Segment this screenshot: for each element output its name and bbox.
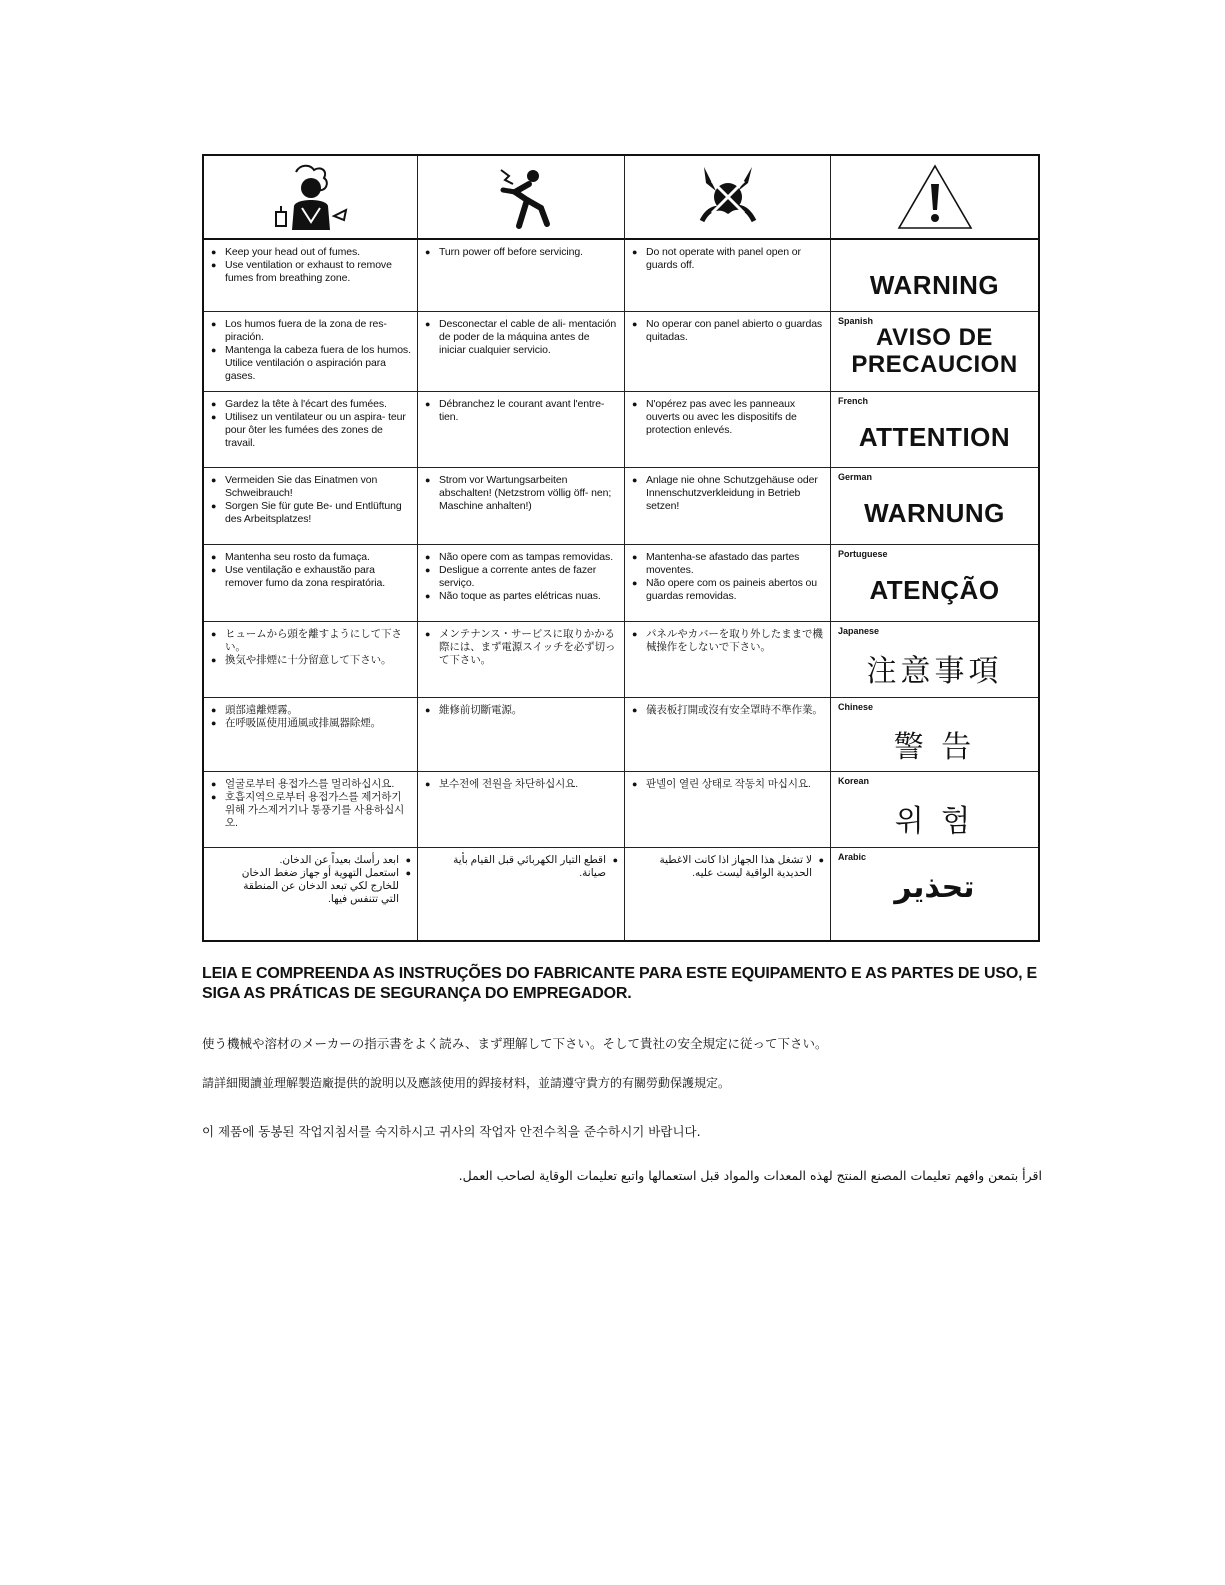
footer-chinese: 請詳細閱讀並理解製造廠提供的說明以及應該使用的銲接材料，並請遵守貴方的有關勞動保護規定。 xyxy=(202,1076,731,1090)
language-warning-cell xyxy=(831,312,1038,392)
instruction-item: ● Mantenha-se afastado das partes moventes. xyxy=(632,551,824,577)
fumes-instructions-cell xyxy=(204,392,418,468)
language-label: French xyxy=(838,396,869,406)
moving-instructions-list xyxy=(632,246,824,272)
moving-instructions-cell xyxy=(625,468,831,545)
moving-parts-icon xyxy=(688,161,768,233)
shock-instructions-cell xyxy=(418,392,625,468)
instruction-item: ● 頭部遠離煙霧。 xyxy=(211,704,411,717)
instruction-item: ● メンテナンス・サービスに取りかかる際には、まず電源スイッチを必ず切って下さい。 xyxy=(425,628,618,667)
shock-instructions-cell xyxy=(418,622,625,698)
instruction-item: ● Turn power off before servicing. xyxy=(425,246,618,259)
shock-instructions-cell xyxy=(418,468,625,545)
fumes-instructions-cell xyxy=(204,698,418,772)
instruction-item: ● Sorgen Sie für gute Be- und Entlüftung des Arbeitsplatzes! xyxy=(211,500,411,526)
instruction-item: ● لا تشغل هذا الجهاز اذا كانت الاغطية الحديدية الواقية ليست عليه. xyxy=(632,854,824,880)
moving-instructions-cell xyxy=(625,545,831,622)
instruction-item: ● اقطع التيار الكهربائي قبل القيام بأية صيانة. xyxy=(425,854,618,880)
instruction-item: ● パネルやカバーを取り外したままで機械操作をしないで下さい。 xyxy=(632,628,824,654)
language-warning-cell xyxy=(831,545,1038,622)
footer-japanese: 使う機械や溶材のメーカーの指示書をよく読み、まず理解して下さい。そして貴社の安全規定に従って下さい。 xyxy=(202,1036,828,1051)
fumes-instructions-list xyxy=(211,398,411,450)
moving-instructions-list xyxy=(632,854,824,880)
language-label: Chinese xyxy=(838,702,874,712)
language-label: Korean xyxy=(838,776,870,786)
fumes-icon-cell xyxy=(204,156,418,240)
instruction-item: ● Não opere com as tampas removidas. xyxy=(425,551,618,564)
instruction-item: ● Anlage nie ohne Schutzgehäuse oder Innenschutzverkleidung in Betrieb setzen! xyxy=(632,474,824,513)
shock-instructions-cell xyxy=(418,545,625,622)
footer-korean: 이 제품에 동봉된 작업지침서를 숙지하시고 귀사의 작업자 안전수칙을 준수하시기 바랍니다. xyxy=(202,1124,701,1139)
moving-instructions-list xyxy=(632,628,824,654)
electric-shock-icon xyxy=(481,162,561,232)
shock-instructions-cell xyxy=(418,848,625,940)
warning-title: تحذير xyxy=(894,870,975,905)
footer-portuguese: LEIA E COMPREENDA AS INSTRUÇÕES DO FABRICANTE PARA ESTE EQUIPAMENTO E AS PARTES DE USO, E SIGA AS PRÁTICAS DE SEGURANÇA DO EMPREGADOR. xyxy=(202,965,1038,1002)
multilingual-warning-table xyxy=(202,154,1040,942)
moving-instructions-cell xyxy=(625,772,831,848)
warning-title: ATTENTION xyxy=(858,422,1011,452)
moving-instructions-cell xyxy=(625,848,831,940)
language-label: Portuguese xyxy=(838,549,888,559)
fumes-instructions-list xyxy=(211,854,411,906)
shock-instructions-cell xyxy=(418,698,625,772)
moving-parts-icon-cell xyxy=(625,156,831,240)
instruction-item: ● Strom vor Wartungsarbeiten abschalten! (Netzstrom völlig öff- nen; Maschine anhalten!) xyxy=(425,474,618,513)
fumes-instructions-list xyxy=(211,551,411,590)
language-warning-cell xyxy=(831,772,1038,848)
fumes-instructions-list xyxy=(211,778,411,830)
fumes-instructions-list xyxy=(211,474,411,526)
instruction-item: ● N'opérez pas avec les panneaux ouverts ou avec les dispositifs de protection enlevés. xyxy=(632,398,824,437)
moving-instructions-cell xyxy=(625,622,831,698)
instruction-item: ● 換気や排煙に十分留意して下さい。 xyxy=(211,654,411,667)
instruction-item: ● Débranchez le courant avant l'entre- tien. xyxy=(425,398,618,424)
fumes-instructions-cell xyxy=(204,772,418,848)
instruction-item: ● Gardez la tête à l'écart des fumées. xyxy=(211,398,411,411)
instruction-item: ● Não toque as partes elétricas nuas. xyxy=(425,590,618,603)
instruction-item: ● No operar con panel abierto o guardas quitadas. xyxy=(632,318,824,344)
moving-instructions-list xyxy=(632,778,824,791)
language-label: Japanese xyxy=(838,626,880,636)
warning-triangle-icon xyxy=(895,162,975,232)
moving-instructions-cell xyxy=(625,392,831,468)
instruction-item: ● Do not operate with panel open or guards off. xyxy=(632,246,824,272)
instruction-item: ● 儀表板打開或沒有安全罩時不準作業。 xyxy=(632,704,824,717)
instruction-item: ● Mantenha seu rosto da fumaça. xyxy=(211,551,411,564)
language-label: German xyxy=(838,472,873,482)
instruction-item: ● ابعد رأسك بعيداً عن الدخان. xyxy=(211,854,411,867)
footer-arabic: اقرأ بتمعن وافهم تعليمات المصنع المنتج لهذه المعدات والمواد قبل استعمالها واتبع تعليمات الوقاية لصاحب العمل. xyxy=(458,1168,1042,1183)
shock-instructions-list xyxy=(425,474,618,513)
language-warning-cell xyxy=(831,392,1038,468)
language-label: Arabic xyxy=(838,852,867,862)
moving-instructions-cell xyxy=(625,240,831,312)
language-warning-cell xyxy=(831,468,1038,545)
shock-instructions-cell xyxy=(418,312,625,392)
instruction-item: ● Desconectar el cable de ali- mentación de poder de la máquina antes de iniciar cualquier servicio. xyxy=(425,318,618,357)
fumes-instructions-cell xyxy=(204,545,418,622)
instruction-item: ● 보수전에 전원을 차단하십시요. xyxy=(425,778,618,791)
language-warning-cell xyxy=(831,622,1038,698)
language-warning-cell xyxy=(831,240,1038,312)
instruction-item: ● استعمل التهوية أو جهاز ضغط الدخان للخارج لكي تبعد الدخان عن المنطقة التي تتنفس فيها. xyxy=(211,867,411,906)
moving-instructions-list xyxy=(632,704,824,717)
instruction-item: ● Desligue a corrente antes de fazer serviço. xyxy=(425,564,618,590)
instruction-item: ● 在呼吸區使用通風或排風器除煙。 xyxy=(211,717,411,730)
shock-instructions-list xyxy=(425,778,618,791)
moving-instructions-list xyxy=(632,551,824,603)
instruction-item: ● Keep your head out of fumes. xyxy=(211,246,411,259)
fumes-instructions-cell xyxy=(204,468,418,545)
fumes-instructions-list xyxy=(211,318,411,383)
moving-instructions-list xyxy=(632,318,824,344)
warning-title: 警 告 xyxy=(893,730,976,765)
fumes-icon xyxy=(266,162,356,232)
fumes-instructions-list xyxy=(211,628,411,667)
warning-title: 注意事項 xyxy=(866,654,1003,689)
instruction-item: ● Vermeiden Sie das Einatmen von Schweibrauch! xyxy=(211,474,411,500)
instruction-item: ● 維修前切斷電源。 xyxy=(425,704,618,717)
instruction-item: ● Use ventilação e exhaustão para remover fumo da zona respiratória. xyxy=(211,564,411,590)
shock-instructions-list xyxy=(425,318,618,357)
instruction-item: ● Los humos fuera de la zona de res- piración. xyxy=(211,318,411,344)
shock-instructions-list xyxy=(425,398,618,424)
instruction-item: ● 판넬이 열린 상태로 작동치 마십시요. xyxy=(632,778,824,791)
warning-title: ATENÇÃO xyxy=(869,575,1000,605)
fumes-instructions-cell xyxy=(204,240,418,312)
instruction-item: ● 호흡지역으로부터 용접가스를 제거하기 위해 가스제거기나 통풍기를 사용하십시오. xyxy=(211,791,411,830)
shock-instructions-list xyxy=(425,246,618,259)
fumes-instructions-list xyxy=(211,246,411,285)
fumes-instructions-cell xyxy=(204,622,418,698)
fumes-instructions-list xyxy=(211,704,411,730)
instruction-item: ● Utilisez un ventilateur ou un aspira- teur pour ôter les fumées des zones de travail. xyxy=(211,411,411,450)
language-warning-cell xyxy=(831,848,1038,940)
fumes-instructions-cell xyxy=(204,312,418,392)
instruction-item: ● Use ventilation or exhaust to remove fumes from breathing zone. xyxy=(211,259,411,285)
language-label: Spanish xyxy=(838,316,874,326)
moving-instructions-list xyxy=(632,398,824,437)
warning-title: WARNING xyxy=(869,270,1000,300)
electric-shock-icon-cell xyxy=(418,156,625,240)
warning-triangle-icon-cell xyxy=(831,156,1038,240)
moving-instructions-cell xyxy=(625,698,831,772)
instruction-item: ● Não opere com os paineis abertos ou guardas removidas. xyxy=(632,577,824,603)
instruction-item: ● Mantenga la cabeza fuera de los humos. Utilice ventilación o aspiración para gases. xyxy=(211,344,411,383)
shock-instructions-cell xyxy=(418,240,625,312)
shock-instructions-cell xyxy=(418,772,625,848)
instruction-item: ● 얼굴로부터 용접가스를 멀리하십시요. xyxy=(211,778,411,791)
warning-title: 위 험 xyxy=(894,804,975,839)
warning-title: AVISO DE PRECAUCION xyxy=(851,324,1018,378)
language-warning-cell xyxy=(831,698,1038,772)
shock-instructions-list xyxy=(425,551,618,603)
warning-title: WARNUNG xyxy=(864,498,1005,528)
shock-instructions-list xyxy=(425,854,618,880)
shock-instructions-list xyxy=(425,704,618,717)
moving-instructions-list xyxy=(632,474,824,513)
shock-instructions-list xyxy=(425,628,618,667)
fumes-instructions-cell xyxy=(204,848,418,940)
instruction-item: ● ヒュームから頭を離すようにして下さい。 xyxy=(211,628,411,654)
moving-instructions-cell xyxy=(625,312,831,392)
